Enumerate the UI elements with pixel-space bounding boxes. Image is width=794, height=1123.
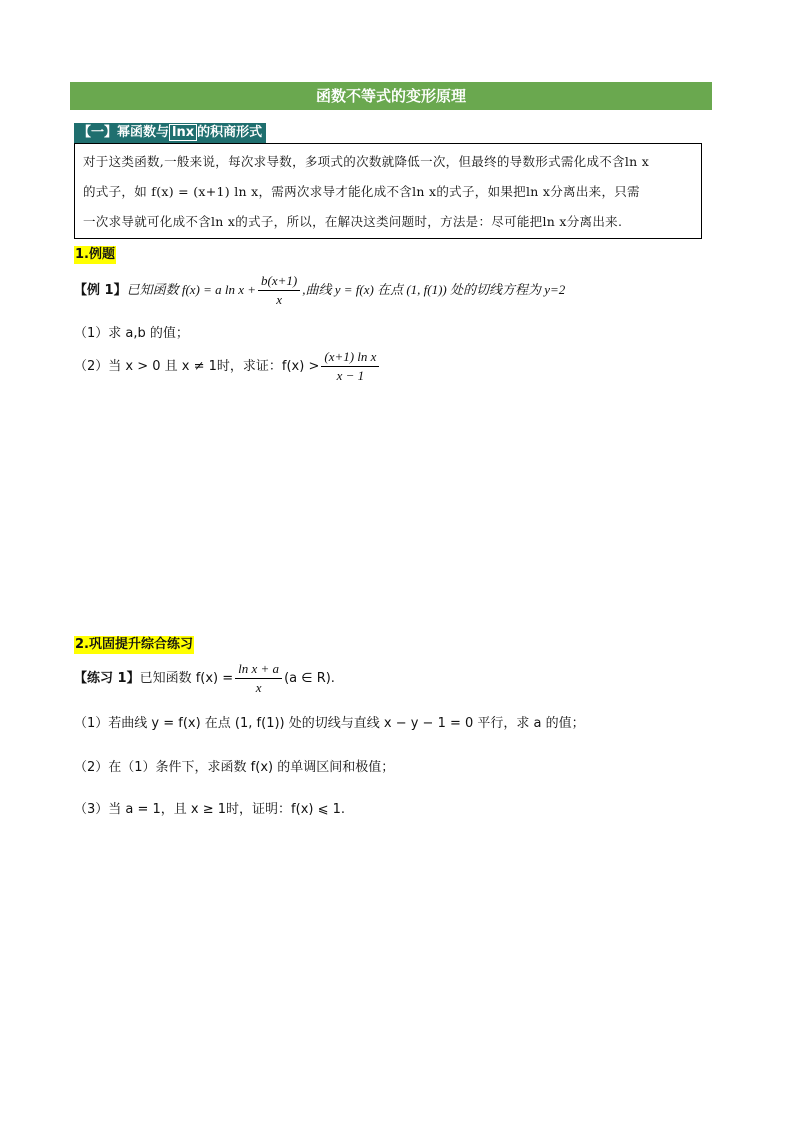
exercise1-question-1: （1）若曲线 y = f(x) 在点 (1, f(1)) 处的切线与直线 x − y − 1 = 0 平行，求 a 的值；	[74, 716, 585, 731]
example1-text-b: ,曲线 y = f(x) 在点 (1, f(1)) 处的切线方程为 y=2	[302, 282, 566, 297]
example1-frac-den: x	[276, 292, 283, 307]
example1-tag: 【例 1】	[74, 283, 127, 298]
example1-text-a: 已知函数 f(x) = a ln x +	[126, 282, 257, 297]
example1-q2-fraction	[321, 348, 379, 385]
section-heading-prefix: 【一】幂函数与	[78, 125, 170, 140]
section-heading	[74, 123, 266, 143]
intro-line-1: 对于这类函数,一般来说，每次求导数，多项式的次数就降低一次，但最终的导数形式需化成不含ln x	[83, 154, 650, 169]
intro-box	[74, 143, 702, 239]
exercise1-text-b: (a ∈ R).	[284, 671, 335, 686]
exercise1-statement	[74, 660, 335, 697]
part2-label: 2.巩固提升综合练习	[75, 637, 193, 652]
example1-q2-text: （2）当 x > 0 且 x ≠ 1时，求证：f(x) >	[74, 359, 320, 374]
example1-frac-num: b(x+1)	[258, 272, 300, 291]
exercise1-text-a: 已知函数 f(x) =	[139, 671, 234, 686]
example1-statement	[74, 272, 565, 309]
part1-label: 1.例题	[75, 247, 115, 262]
exercise1-tag: 【练习 1】	[74, 671, 140, 686]
example1-question-2	[74, 348, 381, 385]
intro-line-2: 的式子，如 f(x) = (x+1) ln x，需两次求导才能化成不含ln x的式子，如果把ln x分离出来，只需	[83, 184, 640, 199]
exercise1-question-2: （2）在（1）条件下，求函数 f(x) 的单调区间和极值；	[74, 760, 395, 775]
exercise1-fraction	[235, 660, 282, 697]
example1-fraction	[258, 272, 300, 309]
exercise1-question-3: （3）当 a = 1，且 x ≥ 1时，证明：f(x) ⩽ 1.	[74, 802, 346, 817]
example1-q2-num: (x+1) ln x	[321, 348, 379, 367]
example1-question-1: （1）求 a,b 的值；	[74, 326, 189, 341]
section-heading-suffix: 的积商形式	[197, 125, 263, 140]
page-title: 函数不等式的变形原理	[70, 82, 712, 110]
exercise1-frac-den: x	[255, 680, 262, 695]
intro-line-3: 一次求导就可化成不含ln x的式子，所以，在解决这类问题时，方法是：尽可能把ln x分离出来.	[83, 214, 623, 229]
example1-q2-den: x − 1	[336, 368, 365, 383]
section-heading-boxed: lnx	[169, 124, 197, 141]
exercise1-frac-num: ln x + a	[235, 660, 282, 679]
